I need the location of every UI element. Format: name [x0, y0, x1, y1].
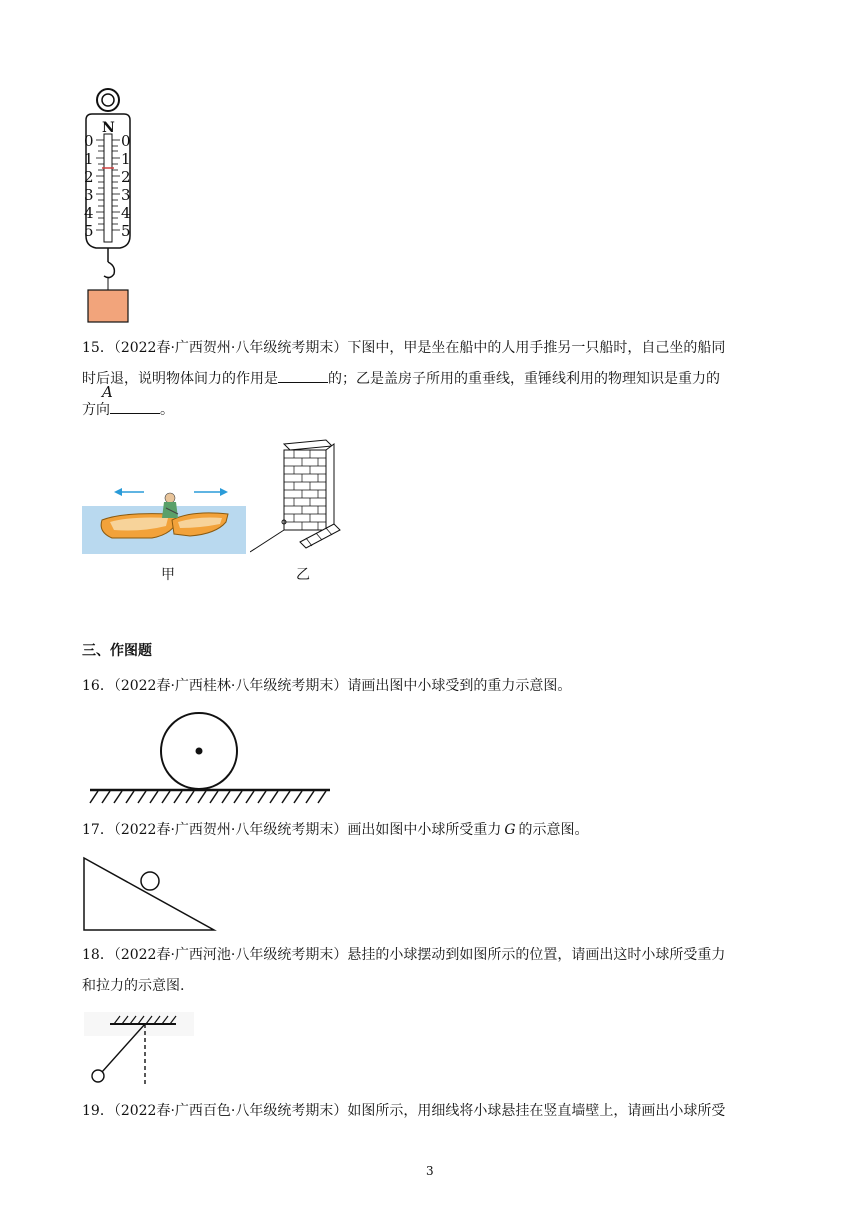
- q16-number: 16．: [82, 678, 114, 694]
- q18-text-a: 悬挂的小球摆动到如图所示的位置，请画出这时小球所受重力: [347, 947, 726, 963]
- q17-number: 17．: [82, 822, 114, 838]
- boat-figure: [82, 478, 246, 554]
- q18-line-2: [82, 971, 774, 1002]
- q15-text-e: 。: [160, 402, 174, 418]
- q17-text-a: 画出如图中小球所受重力: [347, 822, 502, 838]
- block-label: A: [102, 383, 113, 401]
- q15-text-a: 下图中，甲是坐在船中的人用手推另一只船时，自己坐的船同: [347, 340, 726, 356]
- q19-number: 19．: [82, 1103, 114, 1119]
- question-19: [82, 1096, 774, 1127]
- q18-source: （2022春·广西河池·八年级统考期末）: [113, 947, 348, 963]
- tick-label: 5: [84, 222, 94, 240]
- tick-label: 2: [84, 168, 94, 186]
- q18-number: 18．: [82, 947, 114, 963]
- page-number: 3: [426, 1164, 434, 1178]
- question-17: [82, 815, 774, 846]
- q17-symbol: G: [504, 822, 516, 838]
- incline-drawing: [82, 856, 218, 932]
- q17-text-b: 的示意图。: [518, 822, 589, 838]
- plumb-wall-drawing: [250, 436, 342, 556]
- tick-labels-right: [121, 132, 131, 240]
- tick-label: 3: [121, 186, 131, 204]
- q15-line-3: [82, 395, 774, 426]
- q19-source: （2022春·广西百色·八年级统考期末）: [113, 1103, 348, 1119]
- tick-label: 2: [121, 168, 131, 186]
- tick-label: 1: [121, 150, 131, 168]
- q18-line-1: [82, 940, 774, 971]
- incline-figure: [82, 856, 218, 932]
- tick-label: 1: [84, 150, 94, 168]
- q15-source: （2022春·广西贺州·八年级统考期末）: [113, 340, 348, 356]
- q15-text-b: 时后退，说明物体间力的作用是: [82, 371, 278, 387]
- q15-text-d: 方向: [82, 402, 110, 418]
- plumb-line-figure: [250, 436, 342, 556]
- question-18: [82, 940, 774, 1002]
- tick-label: 0: [121, 132, 131, 150]
- tick-label: 0: [84, 132, 94, 150]
- q15-number: 15．: [82, 340, 114, 356]
- ball-on-ground-figure: [88, 712, 332, 804]
- ball-ground-drawing: [88, 712, 332, 804]
- boat-drawing: [82, 478, 246, 554]
- pendulum-figure: [84, 1012, 194, 1088]
- q16-text: 请画出图中小球受到的重力示意图。: [347, 678, 572, 694]
- q19-text: 如图所示，用细线将小球悬挂在竖直墙壁上，请画出小球所受: [347, 1103, 726, 1119]
- tick-label: 4: [121, 204, 131, 222]
- q15-line-2: [82, 364, 774, 395]
- q15-blank-1[interactable]: [278, 368, 328, 383]
- fig-a-caption: 甲: [161, 567, 175, 583]
- q15-blank-2[interactable]: [110, 399, 160, 414]
- spring-scale-unit: N: [102, 120, 115, 136]
- tick-labels-left: [84, 132, 94, 240]
- tick-label: 3: [84, 186, 94, 204]
- tick-label: 4: [84, 204, 94, 222]
- q15-line-1: [82, 333, 774, 364]
- tick-label: 5: [121, 222, 131, 240]
- question-15: [82, 333, 774, 426]
- pendulum-drawing: [84, 1012, 194, 1088]
- q18-text-b: 和拉力的示意图.: [82, 978, 185, 994]
- section-title: 三、作图题: [82, 643, 152, 659]
- q16-source: （2022春·广西桂林·八年级统考期末）: [113, 678, 348, 694]
- fig-b-caption: 乙: [296, 567, 310, 583]
- q17-source: （2022春·广西贺州·八年级统考期末）: [113, 822, 348, 838]
- q15-text-c: 的；乙是盖房子所用的重垂线，重锤线利用的物理知识是重力的: [328, 371, 720, 387]
- question-16: [82, 671, 774, 702]
